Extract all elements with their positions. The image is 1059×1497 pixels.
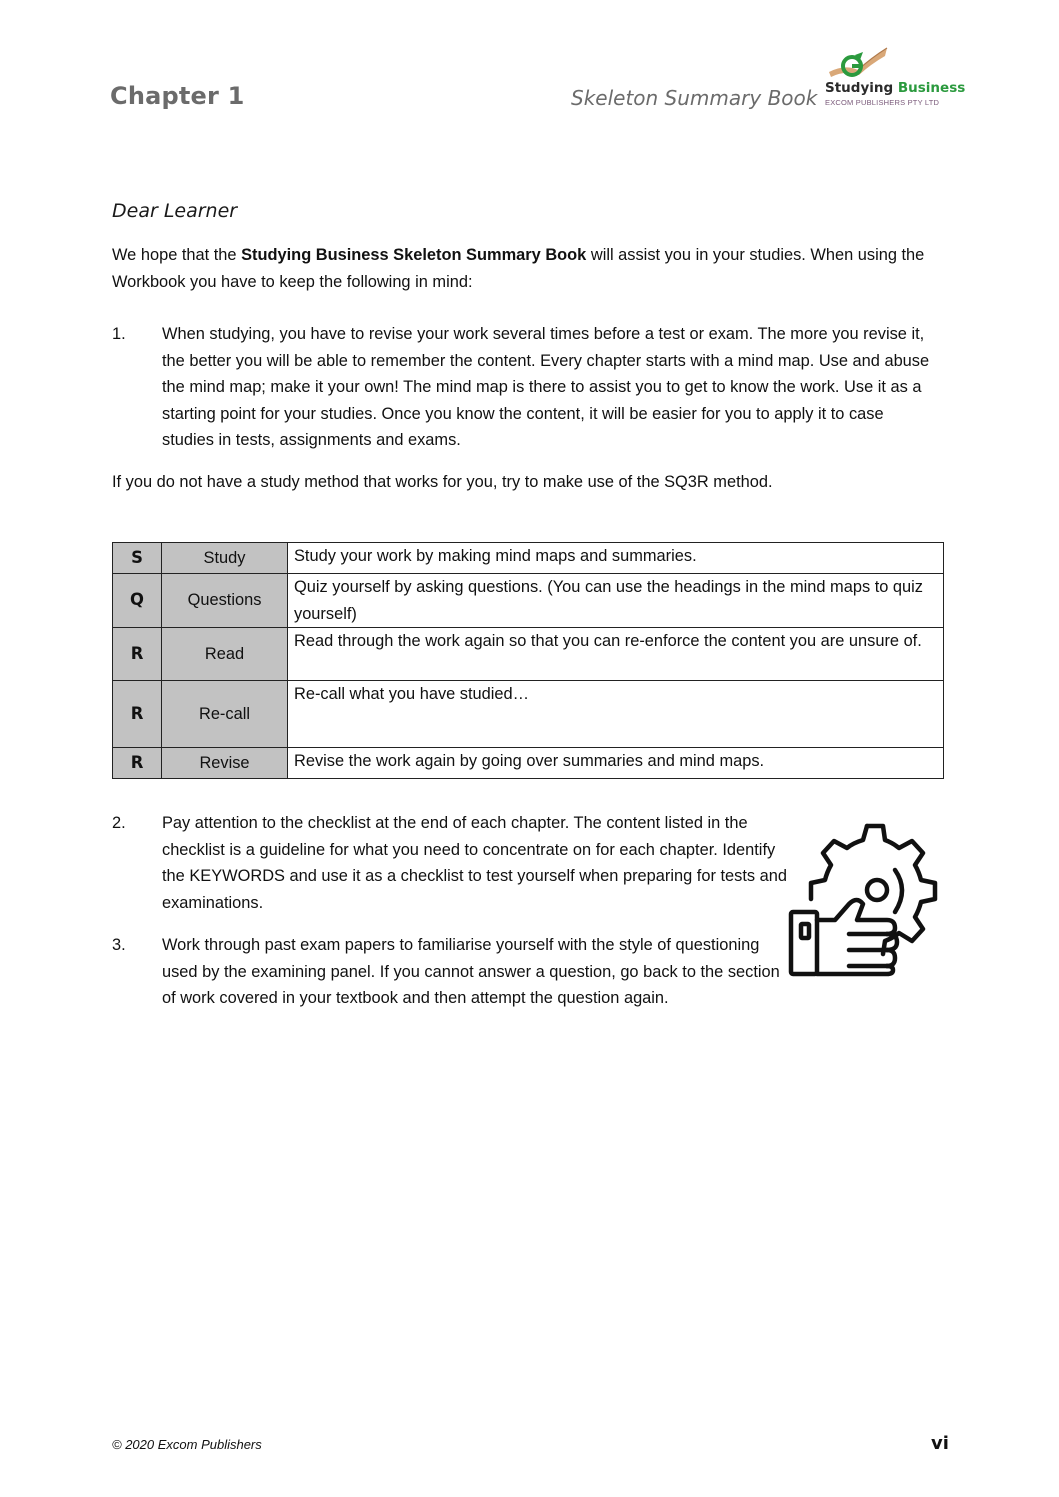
sq3r-description: Read through the work again so that you can re-enforce the content you are unsure of. [288, 628, 944, 681]
sq3r-letter: Q [113, 574, 162, 628]
sq3r-step: Questions [162, 574, 288, 628]
intro-paragraph: We hope that the Studying Business Skeleton Summary Book will assist you in your studies. When using the Workbook you have to keep the following in mind: [112, 246, 925, 291]
gear-hand-icon [787, 820, 947, 985]
sq3r-description: Re-call what you have studied… [288, 681, 944, 748]
list-text: Pay attention to the checklist at the end of each chapter. The content listed in the checklist is a guideline for what you need to concentrate on for each chapter. Identify the KEYWORDS and use it as a checklist to test yourself when preparing for tests and examinations. [162, 814, 787, 912]
sq3r-letter: R [113, 748, 162, 779]
copyright-notice: © 2020 Excom Publishers [112, 1437, 262, 1452]
book-title: Skeleton Summary Book [571, 86, 818, 110]
list-number: 1. [112, 325, 126, 343]
salutation: Dear Learner [112, 200, 238, 222]
sq3r-step: Read [162, 628, 288, 681]
sq3r-letter: R [113, 681, 162, 748]
table-row [113, 543, 944, 574]
table-row [113, 681, 944, 748]
page-number: vi [931, 1433, 949, 1454]
sq3r-letter: R [113, 628, 162, 681]
sq3r-step: Revise [162, 748, 288, 779]
sq3r-description: Study your work by making mind maps and summaries. [288, 543, 944, 574]
list-number: 2. [112, 814, 126, 832]
table-row [113, 628, 944, 681]
sq3r-step: Re-call [162, 681, 288, 748]
sq3r-table [112, 542, 944, 779]
list-text: Work through past exam papers to familiarise yourself with the style of questioning used by the examining panel. If you cannot answer a question, go back to the section of work covered in your textbook and then attempt the question again. [162, 936, 780, 1007]
sq3r-description: Quiz yourself by asking questions. (You can use the headings in the mind maps to quiz yourself) [288, 574, 944, 628]
sq3r-letter: S [113, 543, 162, 574]
table-row [113, 574, 944, 628]
publisher-logo [823, 42, 966, 112]
sq3r-description: Revise the work again by going over summaries and mind maps. [288, 748, 944, 779]
method-paragraph: If you do not have a study method that works for you, try to make use of the SQ3R method. [112, 473, 773, 491]
logo-book-icon [825, 42, 895, 80]
list-text: When studying, you have to revise your work several times before a test or exam. The more you revise it, the better you will be able to remember the content. Every chapter starts with a mind map. Use and abuse the mind map; make it your own! The mind map is there to assist you to get to know the work. Use it as a starting point for your studies. Once you know the content, it will be easier for you to apply it to case studies in tests, assignments and exams. [162, 325, 930, 449]
table-row [113, 748, 944, 779]
chapter-heading: Chapter 1 [110, 82, 245, 110]
logo-publisher: EXCOM PUBLISHERS PTY LTD [825, 98, 940, 107]
logo-name: Studying Business [825, 80, 966, 96]
sq3r-step: Study [162, 543, 288, 574]
list-number: 3. [112, 936, 126, 954]
